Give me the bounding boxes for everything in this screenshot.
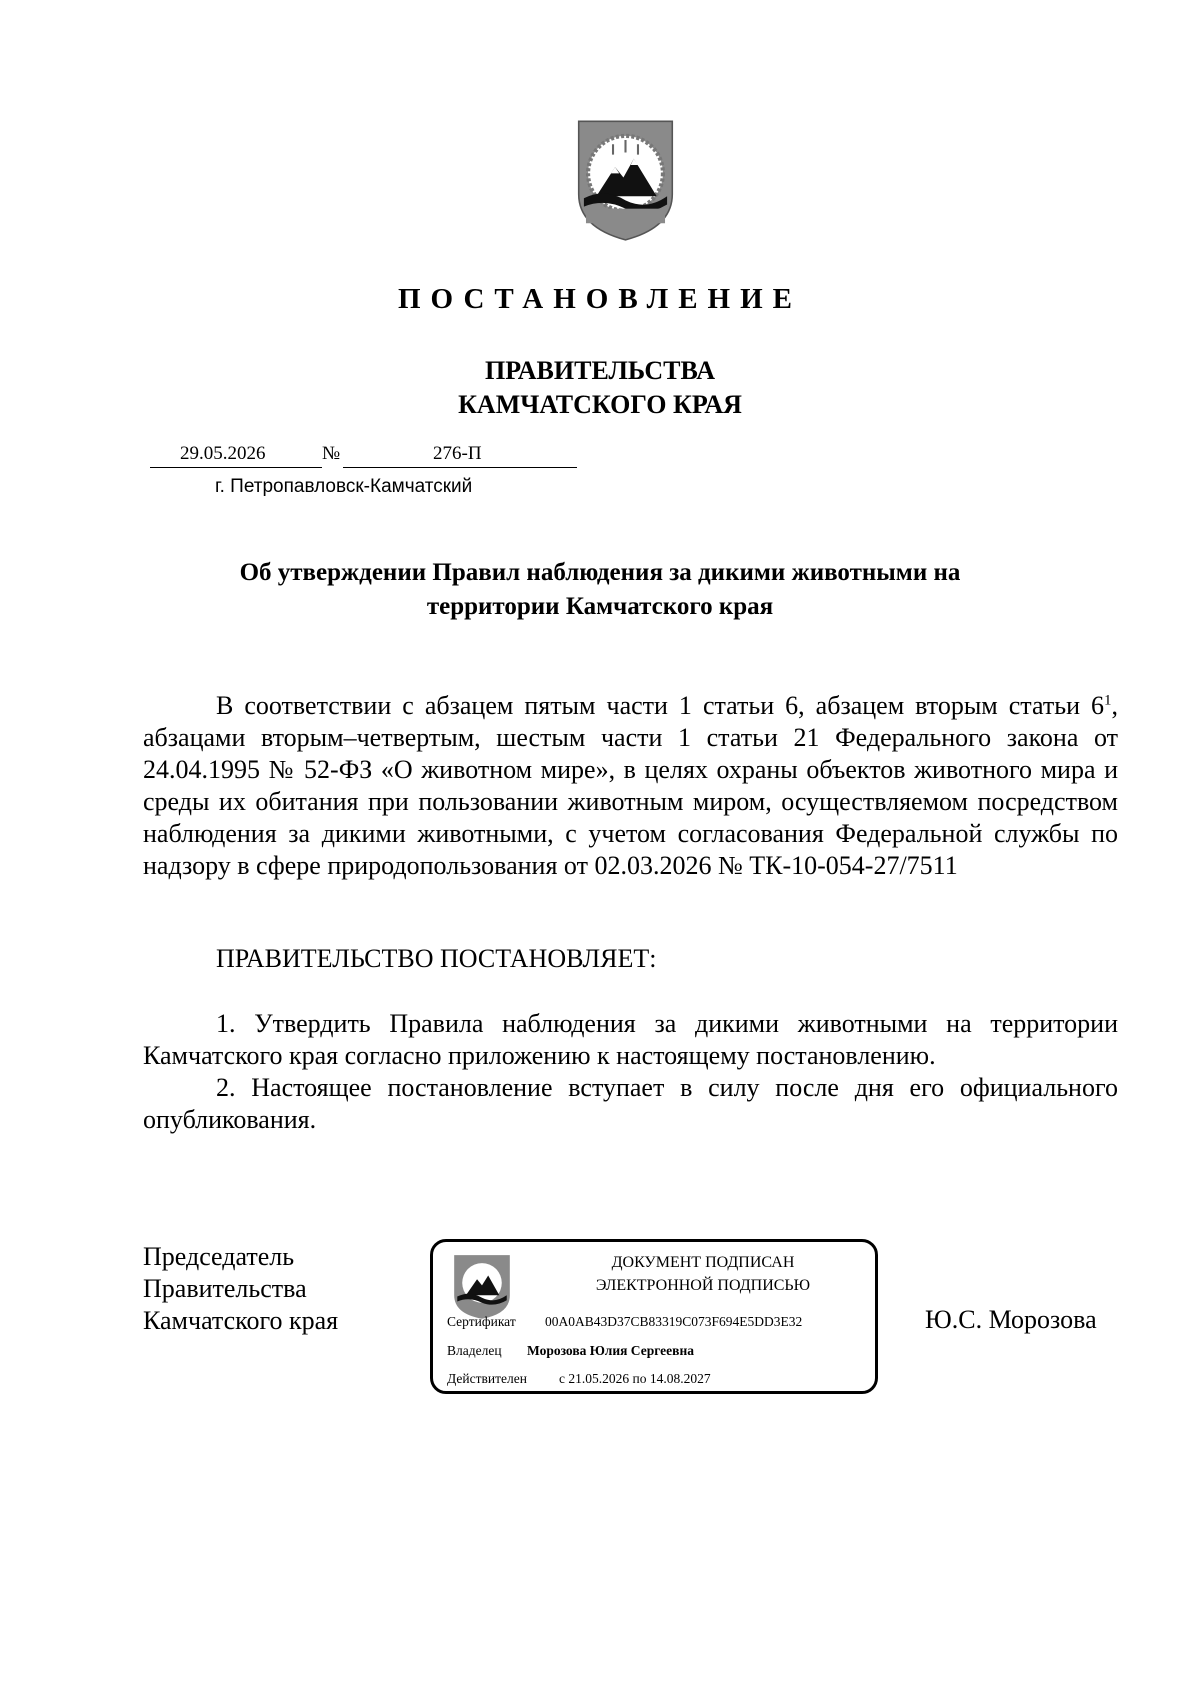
decree-statement: ПРАВИТЕЛЬСТВО ПОСТАНОВЛЯЕТ: — [216, 944, 657, 973]
decree-item-1: 1. Утвердить Правила наблюдения за дикими животными на территории Камчатского края согласно приложению к настоящему постановлению. — [143, 1009, 1118, 1070]
signer-position — [143, 1241, 338, 1337]
stamp-certificate-row — [447, 1314, 803, 1330]
preamble-part-1: В соответствии с абзацем пятым части 1 статьи 6, абзацем вторым статьи 6 — [216, 691, 1104, 720]
registration-number-sign: № — [322, 443, 341, 464]
signer-position-line-1: Председатель — [143, 1242, 295, 1271]
registration-number: 276-П — [433, 443, 482, 464]
decree-items — [143, 1008, 1118, 1136]
preamble-superscript: 1 — [1104, 692, 1112, 709]
stamp-heading-2: ЭЛЕКТРОННОЙ ПОДПИСЬЮ — [595, 1277, 811, 1294]
owner-label: Владелец — [447, 1343, 502, 1358]
validity-value: с 21.05.2026 по 14.08.2027 — [559, 1371, 711, 1386]
stamp-coat-of-arms-icon — [451, 1252, 513, 1320]
decree-item-2: 2. Настоящее постановление вступает в силу после дня его официального опубликования. — [143, 1073, 1118, 1134]
stamp-owner-row — [447, 1343, 694, 1359]
electronic-signature-stamp — [430, 1239, 878, 1394]
document-title-line-1: Об утверждении Правил наблюдения за дикими животными на — [239, 559, 961, 586]
registration-date: 29.05.2026 — [180, 443, 266, 464]
owner-value: Морозова Юлия Сергеевна — [527, 1343, 694, 1358]
stamp-validity-row — [447, 1371, 711, 1387]
city: г. Петропавловск-Камчатский — [215, 476, 473, 497]
validity-label: Действителен — [447, 1371, 527, 1386]
issuer-line-2: КАМЧАТСКОГО КРАЯ — [458, 390, 742, 419]
signer-name: Ю.С. Морозова — [925, 1305, 1097, 1334]
preamble — [143, 690, 1118, 882]
preamble-part-2: , абзацами вторым–четвертым, шестым части 1 статьи 21 Федерального закона от 24.04.1995 № 52-ФЗ «О животном мире», в целях охраны объектов животного мира и среды их обитания при пользовании животным миром, осуществляемом посредством наблюдения за дикими животными, с учетом согласования Федеральной службы по надзору в сфере природопользования от 02.03.2026 № ТК-10-054-27/7511 — [143, 691, 1118, 880]
certificate-label: Сертификат — [447, 1314, 516, 1329]
document-title — [150, 556, 1050, 624]
date-underline — [150, 467, 322, 468]
signer-position-line-3: Камчатского края — [143, 1306, 339, 1335]
issuer — [0, 354, 1200, 422]
certificate-value: 00A0AB43D37CB83319C073F694E5DD3E32 — [545, 1314, 803, 1329]
preamble-paragraph — [143, 690, 1118, 882]
stamp-heading-1: ДОКУМЕНТ ПОДПИСАН — [611, 1254, 795, 1271]
issuer-line-1: ПРАВИТЕЛЬСТВА — [485, 356, 715, 385]
coat-of-arms-icon — [573, 113, 678, 243]
signer-position-line-2: Правительства — [143, 1274, 307, 1303]
document-title-line-2: территории Камчатского края — [426, 593, 774, 620]
document-type: ПОСТАНОВЛЕНИЕ — [397, 283, 802, 315]
number-underline — [343, 467, 577, 468]
